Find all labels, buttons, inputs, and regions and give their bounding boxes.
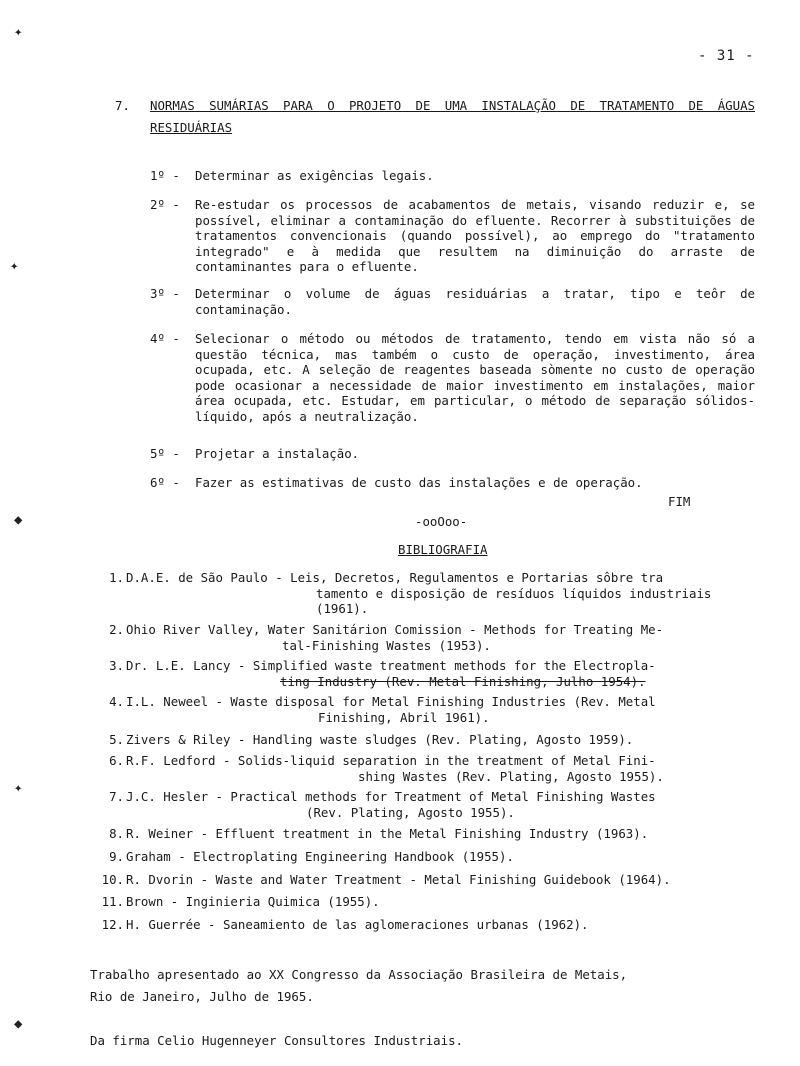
step-number: 1º - — [150, 168, 180, 183]
step-text: Determinar o volume de águas residuárias a tratar, tipo e teôr de contaminação. — [195, 286, 755, 317]
reference-item — [88, 872, 758, 888]
binder-mark-icon: ✦ — [10, 258, 19, 274]
reference-text: Ohio River Valley, Water Sanitárion Comission - Methods for Treating Me- — [126, 622, 664, 637]
presentation-note — [90, 964, 750, 1008]
reference-item — [88, 917, 758, 933]
reference-text: Brown - Inginieria Quimica (1955). — [126, 894, 380, 909]
step-text: Selecionar o método ou métodos de tratamento, tendo em vista não só a questão técnica, mas também o custo de operação, investimento, área ocupada, etc. A seleção de reagentes baseada sòmente no custo de operação pode ocasionar a necessidade de maior investimento em instalações, maior área ocupada, etc. Estudar, em particular, o método de separação sólidos-líquido, após a neutralização. — [195, 331, 755, 424]
reference-number: 3. — [109, 658, 124, 673]
page-number: - 31 - — [698, 48, 755, 64]
binder-mark-icon: ✦ — [14, 24, 23, 40]
step-text: Fazer as estimativas de custo das instalações e de operação. — [195, 475, 643, 490]
reference-text-cont: (Rev. Plating, Agosto 1955). — [306, 804, 515, 820]
step-item — [150, 286, 755, 317]
binder-mark-icon: ✦ — [14, 780, 23, 796]
reference-item — [88, 849, 758, 865]
step-number: 4º - — [150, 331, 180, 346]
reference-number: 2. — [109, 622, 124, 637]
reference-text: I.L. Neweel - Waste disposal for Metal Finishing Industries (Rev. Metal — [126, 694, 656, 709]
section-separator: -ooOoo- — [415, 514, 468, 529]
step-number: 3º - — [150, 286, 180, 301]
step-item — [150, 475, 755, 491]
step-number: 5º - — [150, 446, 180, 461]
reference-text: R. Dvorin - Waste and Water Treatment - Metal Finishing Guidebook (1964). — [126, 872, 671, 887]
section-number: 7. — [115, 98, 130, 113]
reference-number: 8. — [109, 826, 124, 841]
reference-number: 11. — [101, 894, 124, 909]
reference-text: D.A.E. de São Paulo - Leis, Decretos, Regulamentos e Portarias sôbre tra — [126, 570, 664, 585]
end-marker: FIM — [668, 494, 691, 509]
step-text: Projetar a instalação. — [195, 446, 360, 461]
reference-number: 5. — [109, 732, 124, 747]
reference-item — [88, 658, 758, 689]
section-title: NORMAS SUMÁRIAS PARA O PROJETO DE UMA INSTALAÇÃO DE TRATAMENTO DE ÁGUAS RESIDUÁRIAS — [150, 98, 755, 135]
step-text: Re-estudar os processos de acabamentos de metais, visando reduzir e, se possível, eliminar a contaminação do efluente. Recorrer à substituições de tratamentos convencionais (quando possível), ao emprego do "tratamento integrado" e à medida que resultem na diminuição do arraste de contaminantes para o efluente. — [195, 197, 755, 274]
reference-item — [88, 622, 758, 653]
presentation-line: Rio de Janeiro, Julho de 1965. — [90, 989, 314, 1004]
reference-item — [88, 753, 758, 784]
step-item — [150, 197, 755, 275]
binder-mark-icon: ◆ — [14, 512, 23, 528]
reference-number: 9. — [109, 849, 124, 864]
reference-number: 12. — [101, 917, 124, 932]
reference-text-cont: Finishing, Abril 1961). — [318, 709, 490, 725]
reference-text: H. Guerrée - Saneamiento de las aglomeraciones urbanas (1962). — [126, 917, 589, 932]
bibliography-title: BIBLIOGRAFIA — [398, 542, 488, 557]
step-item — [150, 168, 755, 184]
reference-number: 1. — [109, 570, 124, 585]
reference-text-cont: ting Industry (Rev. Metal Finishing, Julho 1954). — [280, 673, 646, 689]
step-number: 6º - — [150, 475, 180, 490]
step-item — [150, 331, 755, 424]
reference-item — [88, 789, 758, 820]
reference-text-cont: shing Wastes (Rev. Plating, Agosto 1955). — [358, 768, 664, 784]
step-item — [150, 446, 755, 462]
reference-item — [88, 826, 758, 842]
reference-item — [88, 732, 758, 748]
reference-item — [88, 694, 758, 725]
reference-text: Dr. L.E. Lancy - Simplified waste treatment methods for the Electropla- — [126, 658, 656, 673]
reference-text-cont: tal-Finishing Wastes (1953). — [282, 637, 491, 653]
reference-number: 4. — [109, 694, 124, 709]
reference-text: Graham - Electroplating Engineering Handbook (1955). — [126, 849, 514, 864]
reference-number: 7. — [109, 789, 124, 804]
firm-note: Da firma Celio Hugenneyer Consultores Industriais. — [90, 1033, 463, 1048]
presentation-line: Trabalho apresentado ao XX Congresso da Associação Brasileira de Metais, — [90, 967, 628, 982]
reference-text: J.C. Hesler - Practical methods for Treatment of Metal Finishing Wastes — [126, 789, 656, 804]
step-number: 2º - — [150, 197, 180, 212]
binder-mark-icon: ◆ — [14, 1016, 23, 1032]
section-heading — [115, 95, 755, 139]
reference-item — [88, 570, 758, 617]
reference-text-cont: tamento e disposição de resíduos líquidos industriais (1961). — [316, 585, 712, 616]
reference-text: R. Weiner - Effluent treatment in the Metal Finishing Industry (1963). — [126, 826, 649, 841]
reference-item — [88, 894, 758, 910]
reference-number: 6. — [109, 753, 124, 768]
reference-text: R.F. Ledford - Solids-liquid separation in the treatment of Metal Fini- — [126, 753, 656, 768]
reference-number: 10. — [101, 872, 124, 887]
reference-text: Zivers & Riley - Handling waste sludges (Rev. Plating, Agosto 1959). — [126, 732, 634, 747]
step-text: Determinar as exigências legais. — [195, 168, 434, 183]
